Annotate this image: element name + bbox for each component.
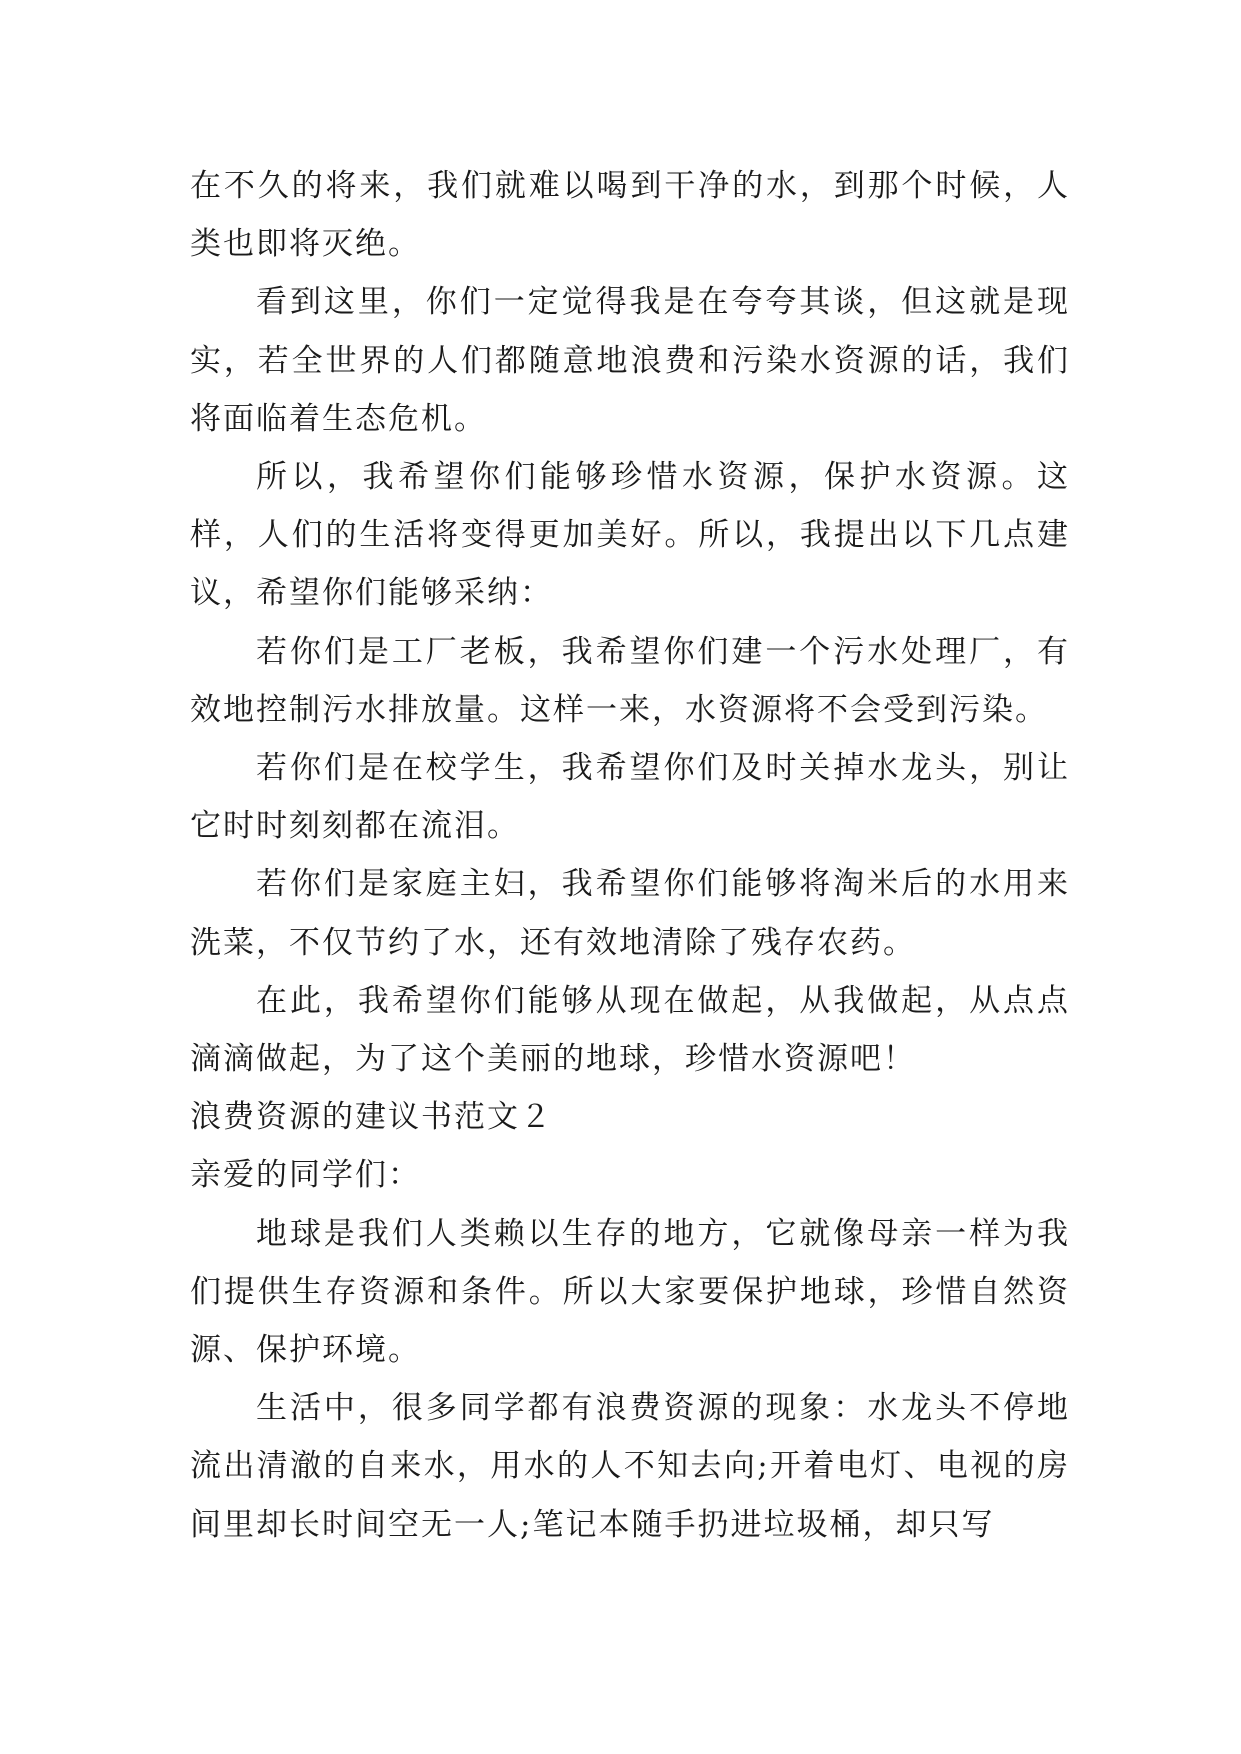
paragraph: 若你们是在校学生，我希望你们及时关掉水龙头，别让它时时刻刻都在流泪。: [190, 750, 1070, 845]
paragraph: 若你们是工厂老板，我希望你们建一个污水处理厂，有效地控制污水排放量。这样一来，水资源将不会受到污染。: [190, 633, 1070, 728]
salutation: 亲爱的同学们：: [190, 1157, 421, 1194]
paragraph: 若你们是家庭主妇，我希望你们能够将淘米后的水用来洗菜，不仅节约了水，还有效地清除了残存农药。: [190, 866, 1070, 961]
paragraph: 在不久的将来，我们就难以喝到干净的水，到那个时候，人类也即将灭绝。: [190, 168, 1070, 263]
paragraph: 看到这里，你们一定觉得我是在夸夸其谈，但这就是现实，若全世界的人们都随意地浪费和污染水资源的话，我们将面临着生态危机。: [190, 284, 1070, 437]
paragraph: 生活中，很多同学都有浪费资源的现象：水龙头不停地流出清澈的自来水，用水的人不知去向;开着电灯、电视的房间里却长时间空无一人;笔记本随手扔进垃圾桶，却只写: [190, 1390, 1070, 1543]
document-body: [190, 157, 1070, 1554]
paragraph: 所以，我希望你们能够珍惜水资源，保护水资源。这样，人们的生活将变得更加美好。所以，我提出以下几点建议，希望你们能够采纳：: [190, 459, 1070, 612]
section-title: 浪费资源的建议书范文２: [190, 1099, 553, 1136]
paragraph: 地球是我们人类赖以生存的地方，它就像母亲一样为我们提供生存资源和条件。所以大家要保护地球，珍惜自然资源、保护环境。: [190, 1215, 1070, 1369]
paragraph: 在此，我希望你们能够从现在做起，从我做起，从点点滴滴做起，为了这个美丽的地球，珍惜水资源吧！: [190, 982, 1070, 1078]
